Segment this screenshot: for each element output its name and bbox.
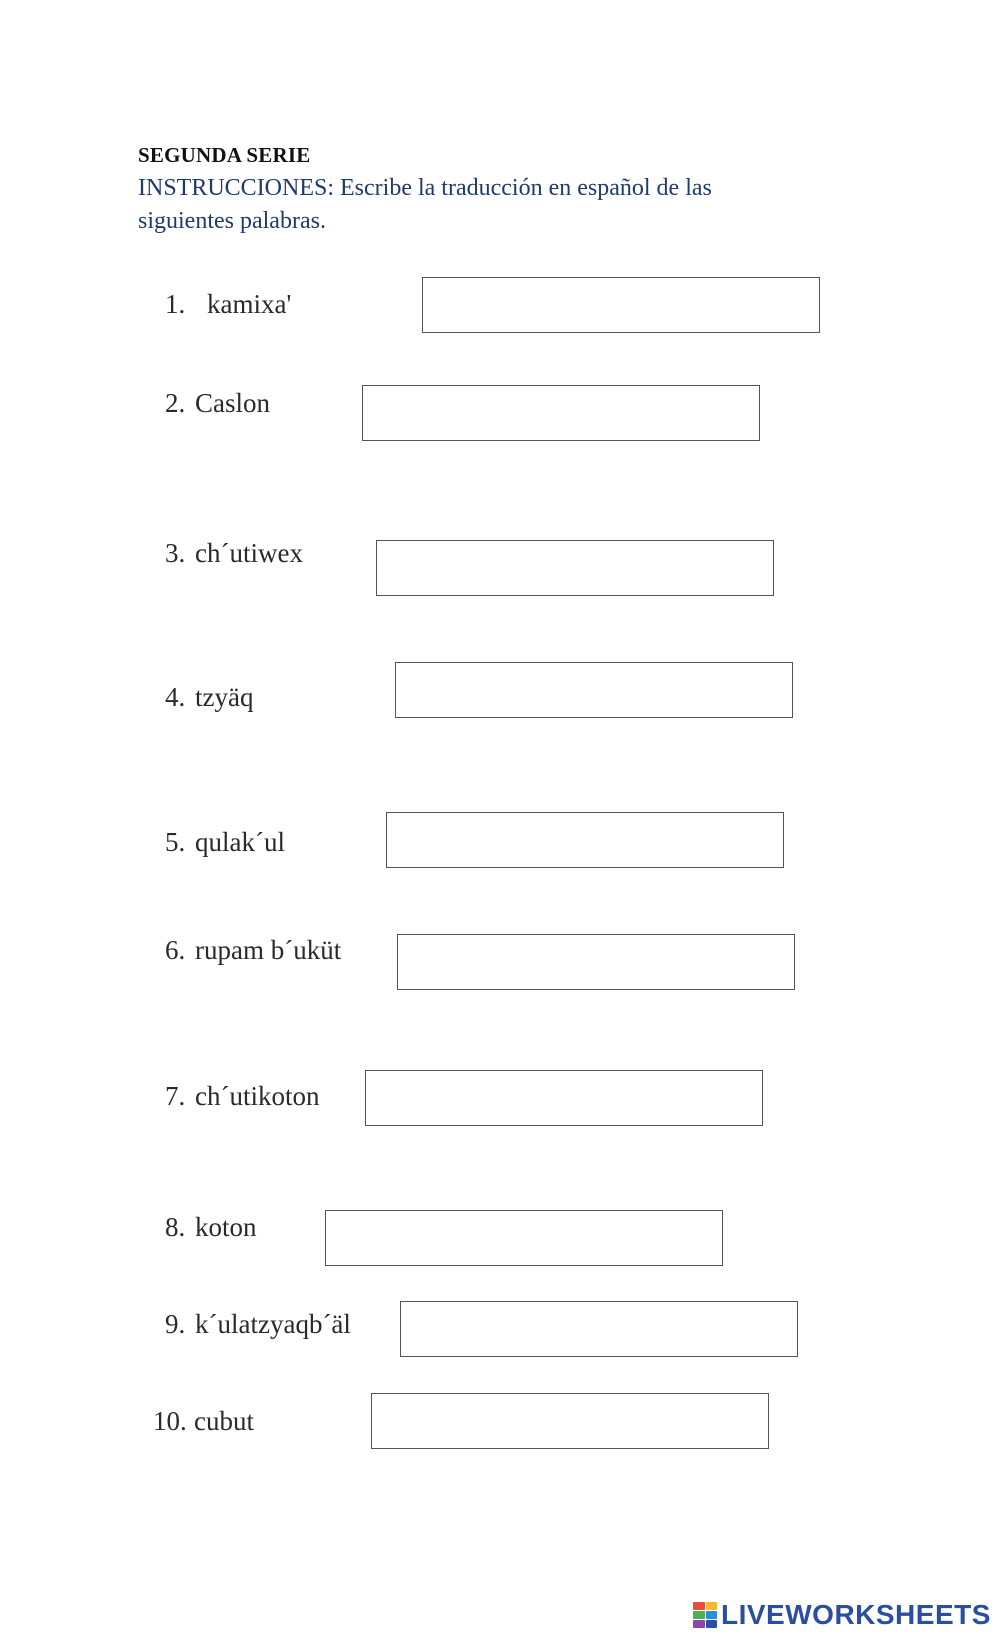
item-word: ch´utiwex: [195, 538, 303, 568]
item-number: 5.: [165, 827, 186, 857]
item-number: 2.: [165, 388, 186, 418]
item-label-10: [153, 1405, 254, 1437]
instructions-text: INSTRUCCIONES: Escribe la traducción en español de las siguientes palabras.: [138, 175, 712, 234]
item-word: tzyäq: [195, 682, 254, 712]
item-number: 6.: [165, 935, 186, 965]
item-number: 10.: [153, 1406, 187, 1436]
answer-input-2[interactable]: [362, 385, 760, 441]
item-label-6: [165, 934, 341, 966]
item-number: 9.: [165, 1309, 186, 1339]
item-label-3: [165, 537, 303, 569]
item-word: k´ulatzyaqb´äl: [195, 1309, 351, 1339]
answer-input-8[interactable]: [325, 1210, 723, 1266]
answer-input-5[interactable]: [386, 812, 784, 868]
answer-input-9[interactable]: [400, 1301, 798, 1357]
item-label-7: [165, 1080, 319, 1112]
item-label-4: [165, 681, 253, 713]
item-word: koton: [195, 1212, 257, 1242]
answer-input-6[interactable]: [397, 934, 795, 990]
item-number: 3.: [165, 538, 186, 568]
item-number: 8.: [165, 1212, 186, 1242]
item-label-2: [165, 387, 270, 419]
item-word: Caslon: [195, 388, 271, 418]
item-number: 1.: [165, 289, 186, 319]
item-number: 7.: [165, 1081, 186, 1111]
item-label-5: [165, 826, 285, 858]
answer-input-10[interactable]: [371, 1393, 769, 1449]
answer-input-4[interactable]: [395, 662, 793, 718]
item-word: ch´utikoton: [195, 1081, 320, 1111]
item-label-9: [165, 1308, 351, 1340]
item-word: rupam b´uküt: [195, 935, 342, 965]
item-word: cubut: [194, 1406, 254, 1436]
item-label-1: [165, 288, 291, 320]
liveworksheets-logo-icon: [693, 1602, 717, 1628]
item-label-8: [165, 1211, 257, 1243]
item-number: 4.: [165, 682, 186, 712]
answer-input-1[interactable]: [422, 277, 820, 333]
item-word: qulak´ul: [195, 827, 285, 857]
answer-input-7[interactable]: [365, 1070, 763, 1126]
section-heading: SEGUNDA SERIE: [138, 143, 311, 167]
item-word: kamixa': [207, 289, 292, 319]
logo-text: LIVEWORKSHEETS: [721, 1599, 991, 1630]
liveworksheets-logo: [693, 1598, 991, 1632]
answer-input-3[interactable]: [376, 540, 774, 596]
